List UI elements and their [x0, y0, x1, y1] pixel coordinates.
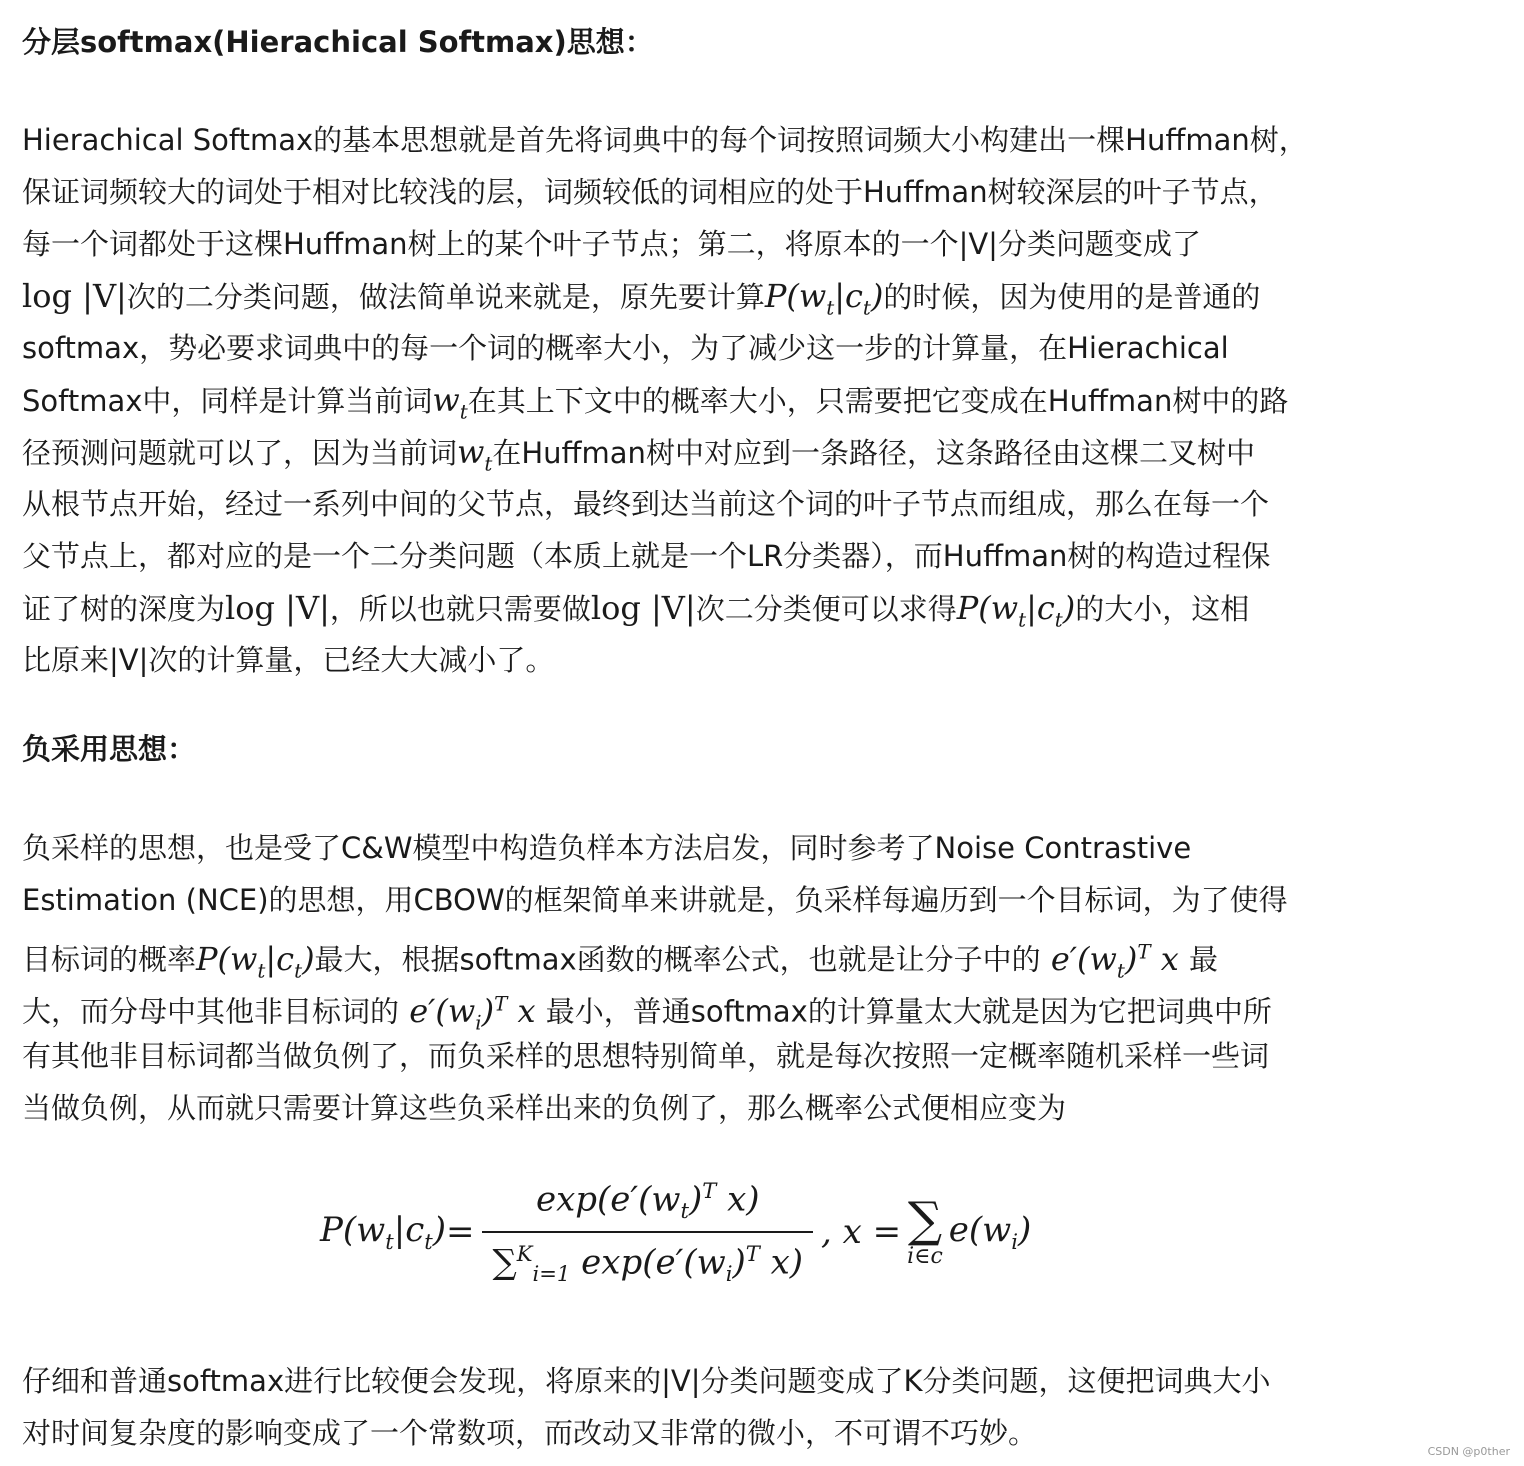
text-line: softmax，势必要求词典中的每一个词的概率大小，为了减少这一步的计算量，在Hierachical — [22, 331, 1229, 365]
text-line — [22, 374, 1442, 426]
text-line — [22, 426, 1442, 478]
text-segment: 的大小，这相 — [1075, 592, 1250, 626]
text-line: 父节点上，都对应的是一个二分类问题（本质上就是一个LR分类器），而Huffman树的构造过程保 — [22, 539, 1271, 573]
formula-fraction — [482, 1178, 813, 1286]
text-segment: ，所以也就只需要做 — [329, 592, 591, 626]
section-heading-negative-sampling: 负采用思想： — [22, 732, 197, 766]
text-line: Estimation (NCE)的思想，用CBOW的框架简单来讲就是，负采样每遍历到一个目标词，为了使得 — [22, 883, 1288, 917]
math-p-wt-ct: $P(w_t|c_t)$ — [764, 277, 884, 320]
formula-sum — [907, 1192, 943, 1269]
math-wt: $w_t$ — [457, 433, 493, 476]
text-line: 从根节点开始，经过一系列中间的父节点，最终到达当前这个词的叶子节点而组成，那么在每一个 — [22, 487, 1270, 521]
text-line: 每一个词都处于这棵Huffman树上的某个叶子节点；第二，将原本的一个|V|分类问题变成了 — [22, 227, 1201, 261]
text-segment: 径预测问题就可以了，因为当前词 — [22, 436, 458, 470]
math-eprime-wt-x: $e'(w_t)^T$ x — [1050, 939, 1179, 983]
math-wt: $w_t$ — [432, 381, 468, 424]
text-line: 对时间复杂度的影响变成了一个常数项，而改动又非常的微小，不可谓不巧妙。 — [22, 1416, 1038, 1450]
text-line: 负采样的思想，也是受了C&W模型中构造负样本方法启发，同时参考了Noise Contrastive — [22, 831, 1192, 865]
formula-sum-term: $e(w_i)$ — [948, 1210, 1032, 1254]
text-line: 仔细和普通softmax进行比较便会发现，将原来的|V|分类问题变成了K分类问题，这便把词典大小 — [22, 1364, 1271, 1398]
text-segment: 在其上下文中的概率大小，只需要把它变成在Huffman树中的路 — [467, 384, 1289, 418]
paragraph-conclusion — [22, 1355, 1442, 1459]
paragraph-negative-sampling — [22, 822, 1442, 1134]
text-segment: 的时候，因为使用的是普通的 — [883, 280, 1261, 314]
text-line — [22, 978, 1442, 1035]
paragraph-hierarchical-softmax — [22, 114, 1442, 686]
formula-denominator: ∑$^K_{i=1}$ $\exp(e'(w_i)^T$ x) — [492, 1241, 804, 1287]
formula-numerator: $\exp(e'(w_t)^T$ x) — [535, 1177, 760, 1223]
watermark: CSDN @p0ther — [1427, 1445, 1510, 1458]
text-segment: 次的二分类问题，做法简单说来就是，原先要计算 — [126, 280, 765, 314]
text-segment: 次二分类便可以求得 — [695, 592, 957, 626]
text-segment: 证了树的深度为 — [22, 592, 226, 626]
text-line — [22, 270, 1442, 322]
text-segment: 在Huffman树中对应到一条路径，这条路径由这棵二叉树中 — [492, 436, 1255, 470]
section-heading-hierarchical-softmax: 分层softmax(Hierachical Softmax)思想： — [22, 25, 654, 59]
negative-sampling-formula — [320, 1172, 1031, 1292]
text-segment: Softmax中，同样是计算当前词 — [22, 384, 433, 418]
math-log-v: log |V| — [225, 589, 330, 627]
sigma-symbol: ∑ — [907, 1192, 943, 1248]
sum-subscript: i∈c — [907, 1244, 943, 1269]
text-line: 比原来|V|次的计算量，已经大大减小了。 — [22, 643, 555, 677]
text-segment: 最大，根据softmax函数的概率公式，也就是让分子中的 — [314, 942, 1041, 977]
math-eprime-wi-x: $e'(w_i)^T$ x — [409, 991, 536, 1035]
math-log-v: log |V| — [590, 589, 696, 627]
formula-equals: = — [445, 1212, 475, 1252]
text-line: 保证词频较大的词处于相对比较浅的层，词频较低的词相应的处于Huffman树较深层的叶子节点， — [22, 175, 1278, 209]
formula-lhs: $P(w_t|c_t)$ — [320, 1210, 446, 1254]
math-p-wt-ct: $P(w_t|c_t)$ — [956, 589, 1076, 632]
text-line — [22, 582, 1442, 634]
text-line — [22, 926, 1442, 983]
text-segment: 大，而分母中其他非目标词的 — [22, 994, 400, 1029]
text-line: 当做负例，从而就只需要计算这些负采样出来的负例了，那么概率公式便相应变为 — [22, 1091, 1067, 1125]
formula-tail: , x = — [821, 1212, 902, 1252]
text-segment: 最小，普通softmax的计算量太大就是因为它把词典中所 — [545, 994, 1272, 1029]
text-segment: 最 — [1188, 942, 1218, 977]
math-p-wt-ct: $P(w_t|c_t)$ — [196, 939, 315, 983]
math-log-v: log |V| — [22, 277, 127, 315]
text-line: 有其他非目标词都当做负例了，而负采样的思想特别简单，就是每次按照一定概率随机采样一些词 — [22, 1039, 1270, 1073]
text-line: Hierachical Softmax的基本思想就是首先将词典中的每个词按照词频大小构建出一棵Huffman树， — [22, 123, 1308, 157]
text-segment: 目标词的概率 — [22, 942, 197, 977]
